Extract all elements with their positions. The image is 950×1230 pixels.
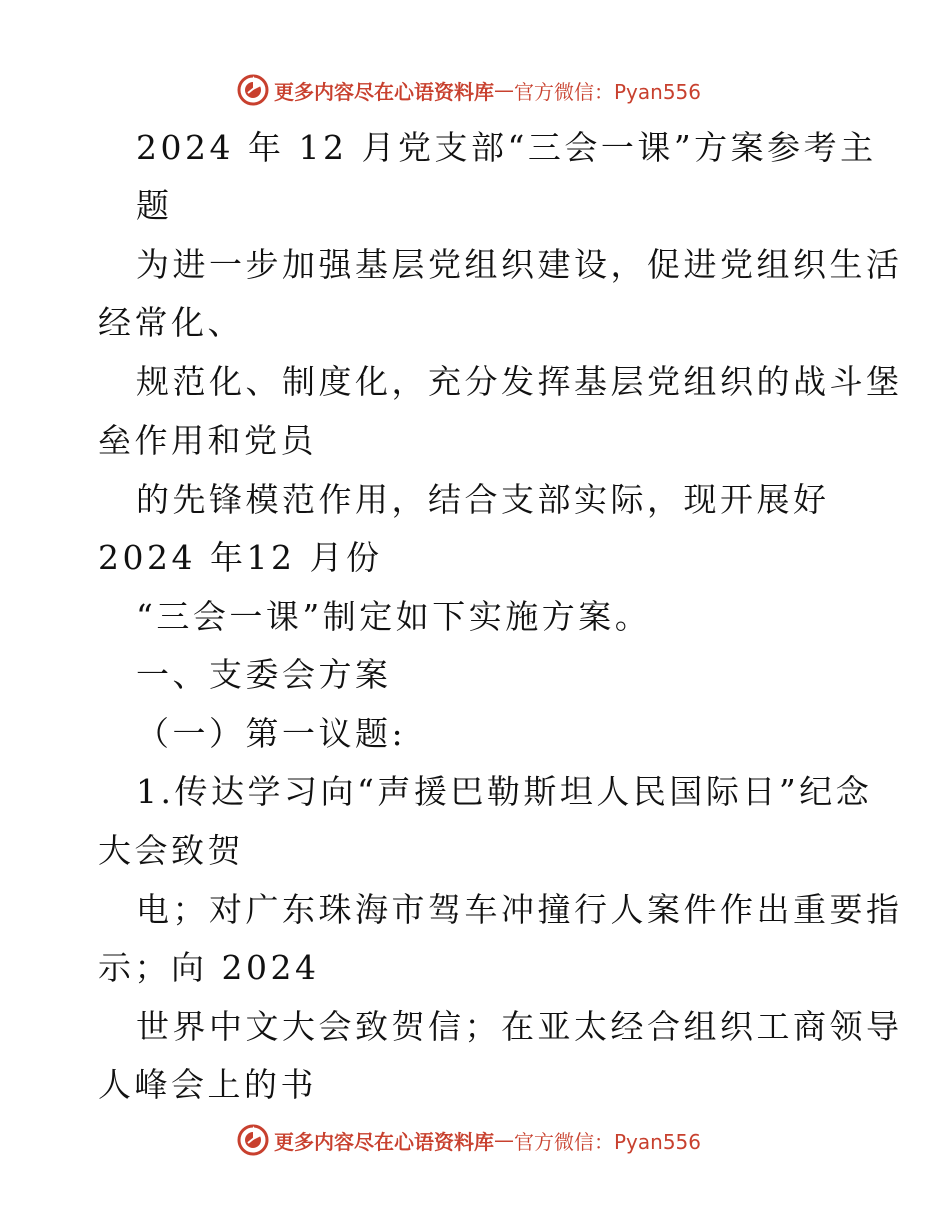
- list-item-line: 世界中文大会致贺信；在亚太经合组织工商领导: [136, 1007, 903, 1046]
- list-item-line: 1.传达学习向“声援巴勒斯坦人民国际日”纪念: [136, 772, 873, 811]
- paragraph-line: 经常化、: [98, 303, 244, 342]
- brand-logo-icon: [236, 1123, 270, 1157]
- list-item-line: 电；对广东珠海市驾车冲撞行人案件作出重要指: [136, 890, 903, 929]
- paragraph-line: 的先锋模范作用，结合支部实际，现开展好: [136, 480, 830, 519]
- paragraph-line: 为进一步加强基层党组织建设，促进党组织生活: [136, 245, 903, 284]
- banner-dash: —: [494, 1128, 514, 1152]
- banner-site-text: 更多内容尽在心语资料库: [274, 79, 494, 104]
- document-title-line-1: 2024 年 12 月党支部“三会一课”方案参考主: [136, 128, 877, 167]
- subsection-heading: （一）第一议题:: [136, 714, 407, 753]
- footer-banner: [236, 1123, 701, 1157]
- paragraph-line: 规范化、制度化，充分发挥基层党组织的战斗堡: [136, 362, 903, 401]
- banner-site-text: 更多内容尽在心语资料库: [274, 1129, 494, 1154]
- paragraph-line: “三会一课”制定如下实施方案。: [136, 597, 652, 636]
- paragraph-line: 2024 年12 月份: [98, 538, 383, 577]
- document-title-line-2: 题: [136, 186, 173, 225]
- brand-logo-icon: [236, 73, 270, 107]
- banner-dash: —: [494, 78, 514, 102]
- list-item-line: 大会致贺: [98, 831, 244, 870]
- banner-wechat-text: 官方微信：Pyan556: [514, 1129, 702, 1154]
- paragraph-line: 垒作用和党员: [98, 421, 317, 460]
- section-heading: 一、支委会方案: [136, 655, 392, 694]
- header-banner: [236, 73, 701, 107]
- list-item-line: 示；向 2024: [98, 948, 320, 987]
- banner-wechat-text: 官方微信：Pyan556: [514, 79, 702, 104]
- list-item-line: 人峰会上的书: [98, 1065, 317, 1104]
